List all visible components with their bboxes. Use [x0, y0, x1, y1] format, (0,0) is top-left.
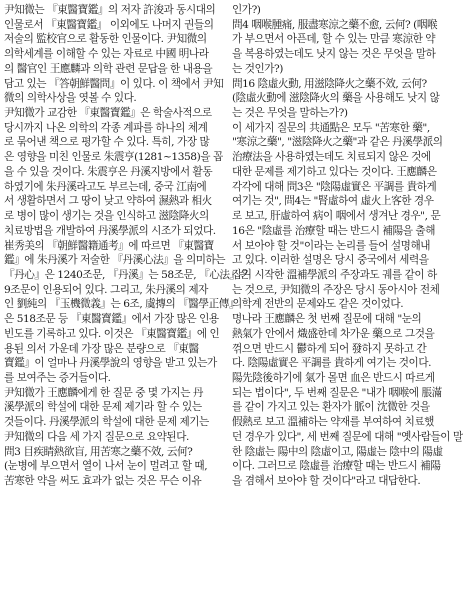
text-line: 가 부으면서 아픈데, 할 수 있는 만큼 寒涼한 약 — [232, 33, 436, 46]
text-line: 를 같이 가지고 있는 환자가 脈이 沈微한 것을 — [232, 401, 430, 414]
text-line: 熱氣가 안에서 熾盛한데 차가운 藥으로 그것을 — [232, 327, 435, 340]
text-line: 의학세계를 이해할 수 있는 자료로 中國 明나라 — [4, 48, 209, 61]
text-line: 서 보아야 할 것"이라는 논리를 들어 설명해내 — [232, 239, 431, 252]
text-line: 問4 咽喉腫痛, 服盡寒涼之藥不愈, 云何? (咽喉 — [232, 18, 438, 31]
text-line: 명나라 王應麟은 첫 번째 질문에 대해 "눈의 — [232, 313, 422, 326]
text-line: 고 있다. 이러한 설명은 당시 중국에서 세력을 — [232, 254, 429, 267]
text-line: 이 세가지 질문의 共通點은 모두 "苦寒한 藥", — [232, 121, 430, 134]
text-line: 저술의 監校官으로 활동한 인물이다. 尹知微의 — [4, 33, 207, 46]
text-line: 假熱로 보고 溫補하는 약재를 부여하여 치료했 — [232, 416, 434, 429]
text-line: 로 보고, 肝虛하여 病이 咽에서 생겨난 경우", 문 — [232, 210, 441, 223]
text-line: 微의 의학사상을 엿볼 수 있다. — [4, 92, 137, 105]
text-line: 치료방법을 개발하여 丹溪學派의 시조가 되었다. — [4, 224, 216, 237]
text-line: 는 것은 무엇을 말하는가?) — [232, 107, 348, 120]
text-line: 것들이다. 丹溪學派의 학설에 대한 문제 제기는 — [4, 416, 209, 429]
text-line: 대한 문제를 제기하고 있다는 것이다. 王應麟은 — [232, 165, 437, 178]
text-line: 던 경우가 있다", 세 번째 질문에 대해 "옛사람들이 말 — [232, 430, 463, 443]
text-line: 16은 "陰虛를 治療할 때는 반드시 補陽을 출해 — [232, 224, 435, 237]
text-line: 尹知微는 『東醫寶鑑』의 저자 許浚과 동시대의 — [4, 4, 216, 16]
text-line: 9조문이 인용되어 있다. 그리고, 朱丹溪의 제자 — [4, 283, 208, 296]
text-line: 는 것으로, 尹知微의 주장은 당시 동아시아 전체 — [232, 283, 440, 296]
text-line: 問16 陰虛火動, 用滋陰降火之藥不效, 云何? — [232, 77, 427, 90]
text-line: 잡기 시작한 溫補學派의 주장과도 궤를 같이 하 — [232, 268, 437, 281]
text-line: 여기는 것", 問4는 "腎虛하여 虛火上客한 경우 — [232, 195, 434, 208]
text-line: 담고 있는 『答朝鮮醫問』이 있다. 이 책에서 尹知 — [4, 77, 224, 90]
text-line: 苦寒한 약을 써도 효과가 없는 것은 무슨 이유 — [4, 475, 202, 487]
text-line: 尹知微가 교감한 『東醫寶鑑』은 학술사적으로 — [4, 107, 212, 120]
text-line: 각각에 대해 問3은 "陰陽虛實은 平調를 貴하게 — [232, 180, 437, 193]
text-line: 의학계 전반의 문제와도 같은 것이었다. — [232, 298, 404, 311]
text-line: 治療法을 사용하였는데도 치료되지 않은 것에 — [232, 151, 431, 164]
text-line: 는 것인가?) — [232, 62, 283, 75]
text-line: 다. 陰陽虛實은 平調를 貴하게 여기는 것이다. — [232, 357, 432, 370]
text-line: 꺾으면 반드시 鬱하게 되어 發하지 못하고 간 — [232, 342, 427, 355]
right-column — [232, 3, 463, 489]
text-line: 『丹心』은 1240조문, 『丹溪』는 58조문, 『心法』은 — [4, 268, 250, 281]
text-line: 를 보여주는 증거들이다. — [4, 371, 111, 384]
text-line: 을 겸해서 보아야 할 것이다"라고 대답한다. — [232, 475, 421, 487]
text-line: 하였기에 朱丹溪라고도 부르는데, 중국 江南에 — [4, 180, 207, 193]
text-line: 의 醫官인 王應麟과 의학 관련 문답을 한 내용을 — [4, 62, 213, 75]
text-line: 로 묶어낸 책으로 평가할 수 있다. 특히, 가장 많 — [4, 136, 210, 149]
text-line: 인 劉純의 『玉機微義』는 6조, 虞摶의 『醫學正傳』 — [4, 298, 240, 311]
text-line: 당시까지 나온 의학의 각종 계파를 하나의 체계 — [4, 121, 208, 134]
text-line: (눈병에 부으면서 열이 나서 눈이 멀려고 할 때, — [4, 460, 208, 473]
text-line: (陰虛火動에 滋陰降火의 藥을 사용해도 낫지 않 — [232, 92, 440, 105]
text-line: 問3 目疾睛熱欲盲, 用苦寒之藥不效, 云何? — [4, 445, 193, 458]
text-line: 한 陰虛는 陽中의 陰虛이고, 陽虛는 陰中의 陽虛 — [232, 445, 443, 458]
text-line: 을 수 있을 것이다. 朱震亨은 丹溪지방에서 활동 — [4, 165, 213, 178]
text-line: 尹知微가 王應麟에게 한 질문 중 몇 가지는 丹 — [4, 386, 204, 399]
text-line: 로 병이 많이 생기는 것을 인식하고 滋陰降火의 — [4, 210, 209, 223]
text-line: 溪學派의 학설에 대한 문제 제기라 할 수 있는 — [4, 401, 202, 414]
text-line: 인가?) — [232, 4, 261, 16]
text-line: 陽先陰後하기에 氣가 몰면 血은 반드시 따르게 — [232, 371, 435, 384]
text-line: 되는 법이다", 두 번째 질문은 "내가 咽喉에 脹滿 — [232, 386, 442, 399]
text-line: 崔秀美의 『朝鮮醫籍通考』에 따르면 『東醫寶 — [4, 239, 214, 252]
text-line: 용된 의서 가운데 가장 많은 분량으로 『東醫 — [4, 342, 199, 355]
text-line: 寶鑑』이 얼마나 丹溪學說의 영향을 받고 있는가 — [4, 357, 217, 370]
text-line: "寒涼之藥", "滋陰降火之藥"과 같은 丹溪學派의 — [232, 136, 443, 149]
text-line: 서 생활하면서 그 땅이 낮고 약하여 濕熱과 相火 — [4, 195, 212, 208]
text-line: 인물로서 『東醫寶鑑』 이외에도 나머지 권들의 — [4, 18, 214, 31]
text-line: 을 복용하였는데도 낫지 않는 것은 무엇을 말하 — [232, 48, 436, 61]
text-line: 鑑』에 朱丹溪가 저술한 『丹溪心法』을 의미하는 — [4, 254, 226, 267]
text-line: 尹知微의 다음 세 가지 질문으로 요약된다. — [4, 430, 189, 443]
text-line: 은 518조문 등 『東醫寶鑑』에서 가장 많은 인용 — [4, 313, 219, 326]
text-line: 빈도를 기록하고 있다. 이것은 『東醫寶鑑』에 인 — [4, 327, 220, 340]
text-line: 은 영향을 미친 인물로 朱震亨(1281~1358)을 꼽 — [4, 151, 223, 164]
text-line: 이다. 그러므로 陰虛를 治療할 때는 반드시 補陽 — [232, 460, 441, 473]
